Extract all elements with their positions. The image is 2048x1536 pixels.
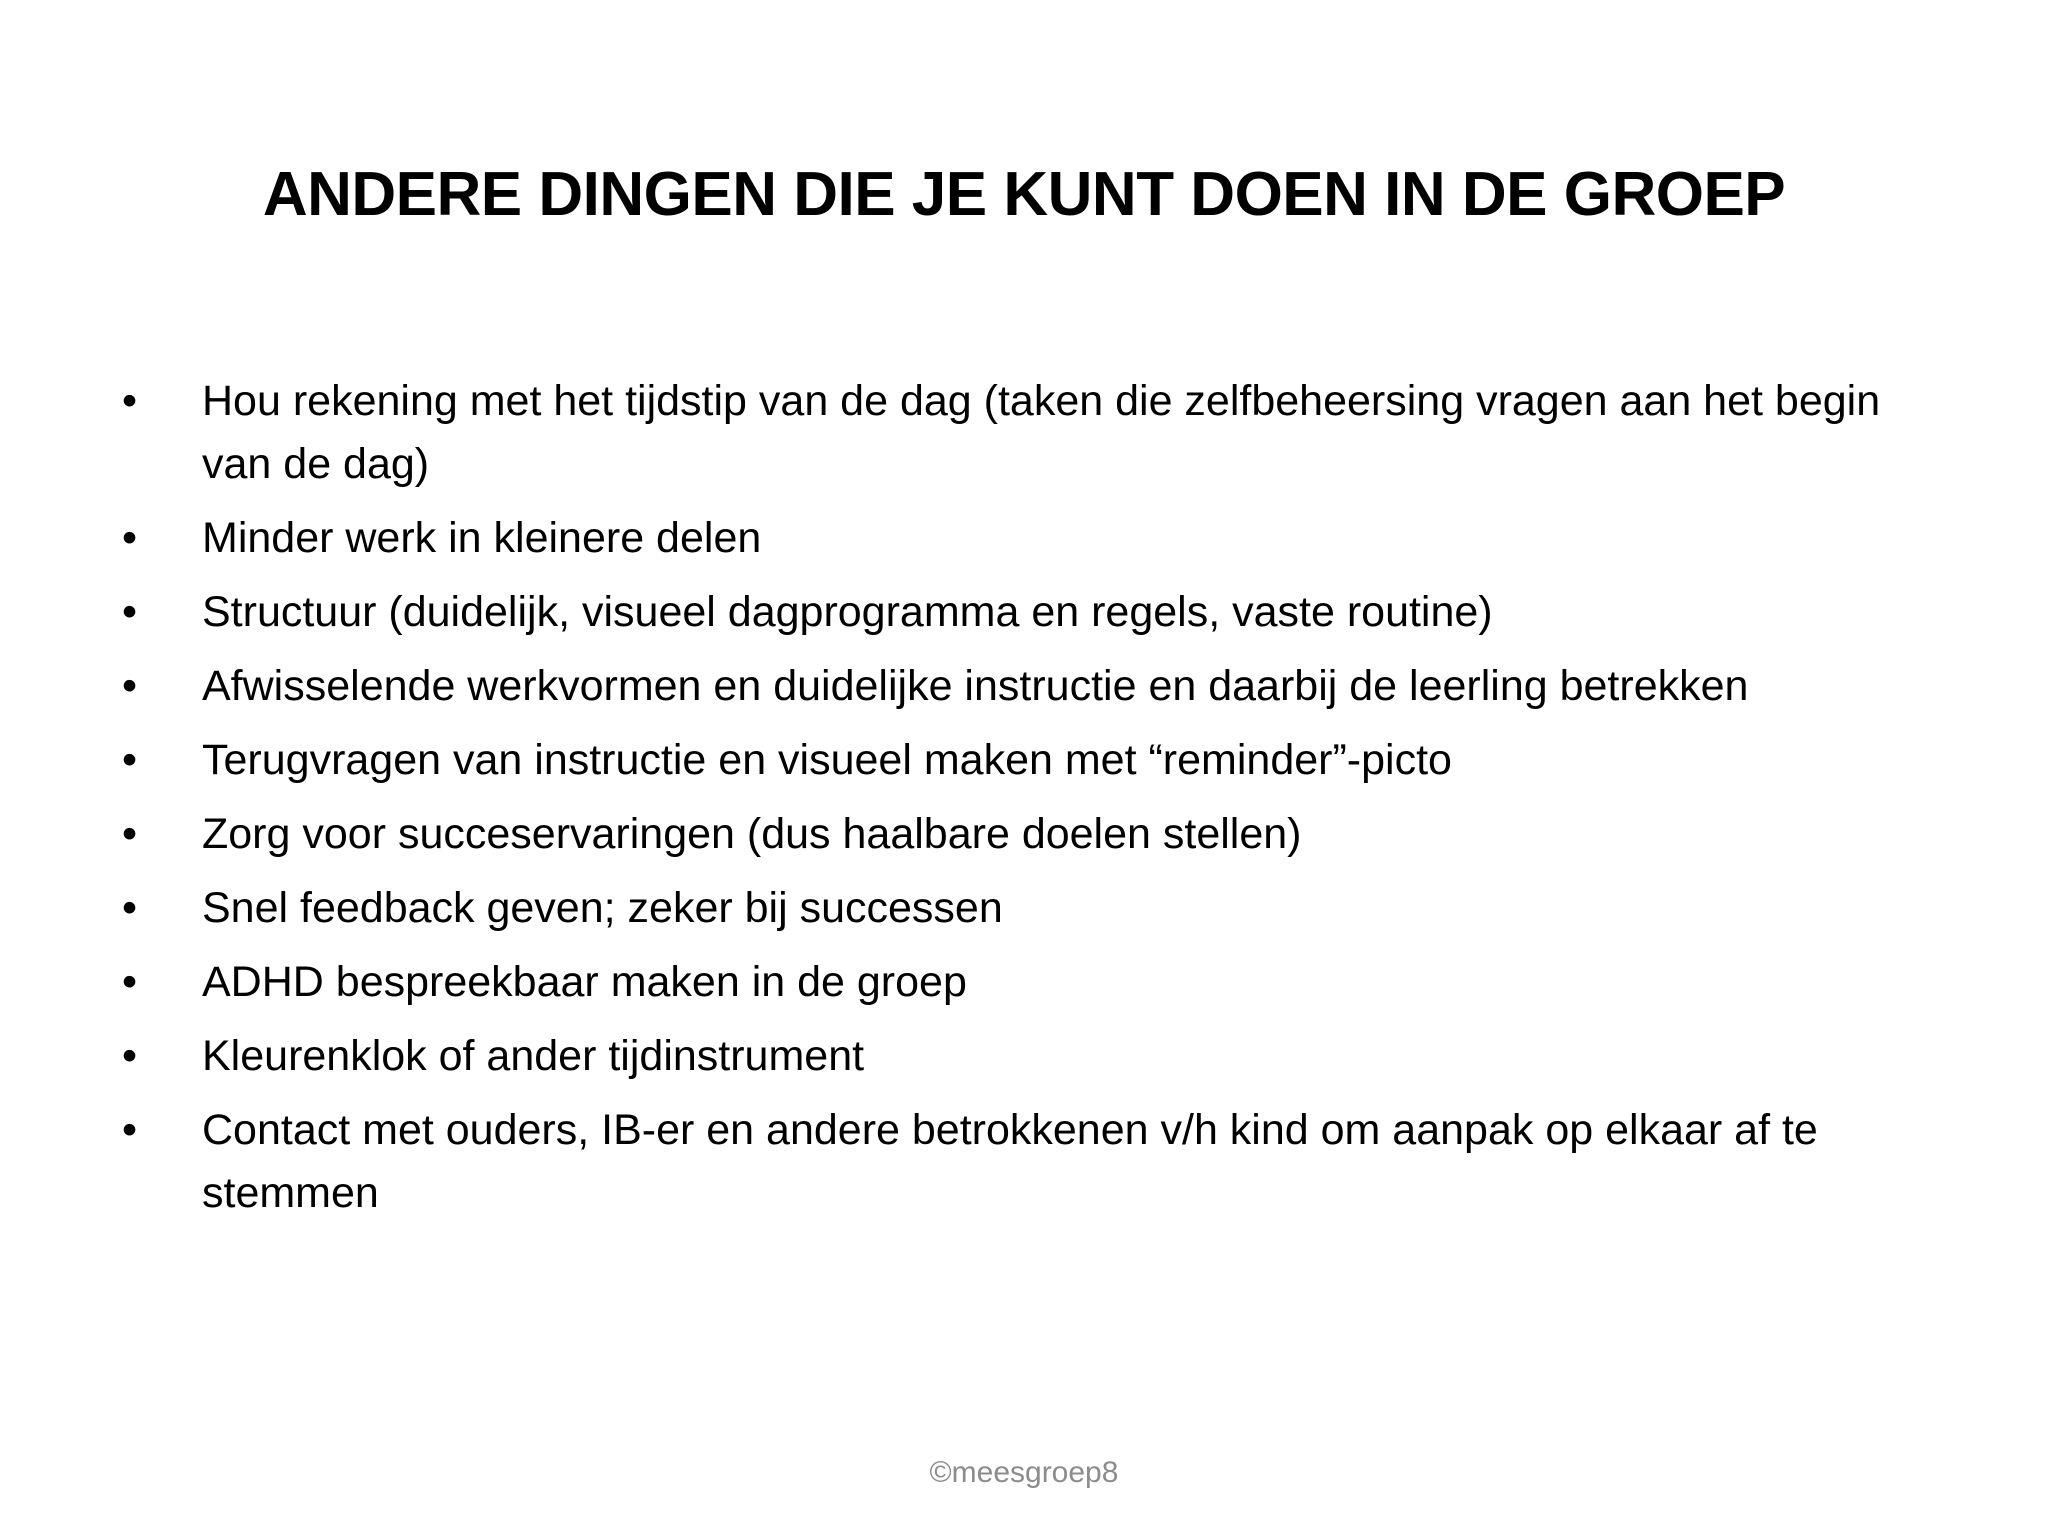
bullet-text: Terugvragen van instructie en visueel maken met “reminder”-picto	[202, 736, 1452, 784]
bullet-text: Snel feedback geven; zeker bij successen	[202, 884, 1003, 932]
bullet-text: Structuur (duidelijk, visueel dagprogramma en regels, vaste routine)	[202, 588, 1493, 636]
bullet-item	[122, 803, 1952, 866]
slide-title: ANDERE DINGEN DIE JE KUNT DOEN IN DE GROEP	[262, 160, 1786, 229]
bullet-text: Contact met ouders, IB-er en andere betrokkenen v/h kind om aanpak op elkaar af te stemmen	[202, 1106, 1818, 1217]
bullet-text: ADHD bespreekbaar maken in de groep	[202, 958, 967, 1006]
bullet-marker: •	[122, 1032, 138, 1080]
bullet-item	[122, 1099, 1952, 1225]
bullet-item	[122, 951, 1952, 1014]
bullet-item	[122, 370, 1952, 496]
bullet-marker: •	[122, 958, 138, 1006]
bullet-text: Minder werk in kleinere delen	[202, 514, 762, 562]
copyright-footer: ©meesgroep8	[929, 1456, 1119, 1489]
bullet-item	[122, 877, 1952, 940]
bullet-item	[122, 581, 1952, 644]
bullet-item	[122, 729, 1952, 792]
bullet-marker: •	[122, 736, 138, 784]
bullet-text: Afwisselende werkvormen en duidelijke instructie en daarbij de leerling betrekken	[202, 662, 1749, 710]
bullet-item	[122, 1025, 1952, 1088]
bullet-marker: •	[122, 662, 138, 710]
bullet-item	[122, 507, 1952, 570]
bullet-item	[122, 655, 1952, 718]
bullet-text: Zorg voor succeservaringen (dus haalbare doelen stellen)	[202, 810, 1302, 858]
bullet-text: Hou rekening met het tijdstip van de dag (taken die zelfbeheersing vragen aan het begin van de dag)	[202, 377, 1881, 488]
bullet-text: Kleurenklok of ander tijdinstrument	[202, 1032, 865, 1080]
bullet-marker: •	[122, 588, 138, 636]
bullet-marker: •	[122, 1106, 138, 1154]
bullet-marker: •	[122, 514, 138, 562]
bullet-marker: •	[122, 810, 138, 858]
bullet-list	[122, 370, 1952, 1236]
bullet-marker: •	[122, 377, 138, 425]
bullet-marker: •	[122, 884, 138, 932]
